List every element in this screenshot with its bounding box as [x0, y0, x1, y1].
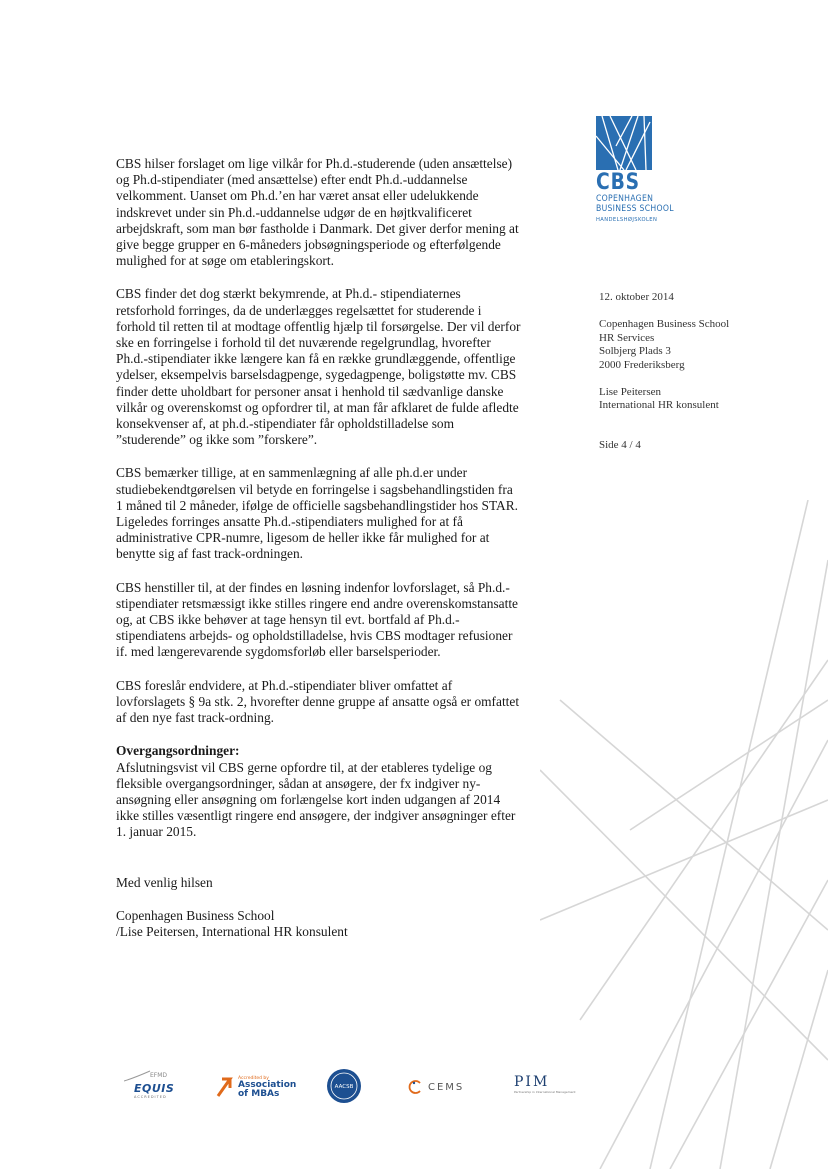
- text-line: CBS foreslår endvidere, at Ph.d.-stipendiater bliver omfattet af: [116, 677, 453, 693]
- paragraph: [116, 156, 566, 269]
- text-line: 1. januar 2015.: [116, 824, 197, 840]
- text-line: 1 måned til 2 måneder, ifølge de officielle sagsbehandlingstider hos STAR.: [116, 497, 518, 513]
- address-line: Solbjerg Plads 3: [599, 345, 671, 358]
- pim-sub-text: Partnership in International Management: [514, 1090, 576, 1094]
- text-line: fleksible overgangsordninger, sådan at ansøgere, der fx indgiver ny-: [116, 775, 481, 791]
- cems-text: CEMS: [428, 1081, 465, 1093]
- aacsb-seal-icon: [326, 1068, 362, 1104]
- paragraph: [116, 286, 566, 448]
- text-line: vilkår og overenskomst og opfordrer til, at man får afklaret de fulde afledte: [116, 399, 519, 415]
- closing-line: Med venlig hilsen: [116, 874, 213, 890]
- accreditation-logos: [110, 1062, 590, 1112]
- equis-sub-text: ACCREDITED: [134, 1095, 167, 1099]
- text-line: forhold til retten til at modtage offentlig hjælp til forsørgelse. Der vil derfor: [116, 318, 521, 334]
- text-line: velkomment. Uanset om Ph.d.’en har været ansat eller udelukkende: [116, 188, 479, 204]
- text-line: og Ph.d-stipendiater (med ansættelse) efter endt Ph.d.-uddannelse: [116, 172, 468, 188]
- text-line: stipendiatens arbejds- og opholdstilladelse, hvis CBS modtager refusioner: [116, 628, 513, 644]
- text-line: studiebekendtgørelsen vil betyde en forringelse i sagsbehandlingstiden fra: [116, 481, 513, 497]
- text-line: benytte sig af fast track-ordningen.: [116, 546, 304, 562]
- text-line: af den nye fast track-ordning.: [116, 710, 275, 726]
- logo-acronym: CBS: [596, 170, 641, 195]
- aacsb-logo: [326, 1068, 362, 1109]
- text-line: if. med længerevarende sygdomsforløb eller barselsperioder.: [116, 644, 441, 660]
- amba-line-1: Association: [238, 1080, 297, 1090]
- letter-date: 12. oktober 2014: [599, 291, 674, 303]
- text-line: konsekvenser af, at ph.d.-stipendiater får opholdstilladelse som: [116, 416, 455, 432]
- cbs-logo-mark-icon: [596, 116, 652, 170]
- equis-main-text: EQUIS: [134, 1082, 175, 1095]
- text-line: Ph.d.-stipendiater ikke længere kan få en række grundlæggende, offentlige: [116, 351, 516, 367]
- text-line: CBS henstiller til, at der findes en løsning indenfor lovforslaget, så Ph.d.-: [116, 579, 510, 595]
- text-line: CBS bemærker tillige, at en sammenlægning af alle ph.d.er under: [116, 465, 468, 481]
- paragraph: [116, 580, 566, 661]
- sender-address: [599, 318, 799, 372]
- contact-name: Lise Peitersen: [599, 386, 662, 399]
- aacsb-text: AACSB: [334, 1084, 354, 1090]
- text-line: give begge grupper en 6-måneders jobsøgningsperiode og efterfølgende: [116, 237, 501, 253]
- text-line: ansøgning eller ansøgning om forlængelse kort inden udgangen af 2014: [116, 791, 501, 807]
- equis-logo: [118, 1070, 188, 1099]
- logo-tagline: HANDELSHØJSKOLEN: [596, 217, 658, 223]
- amba-line-2: of MBAs: [238, 1089, 280, 1099]
- text-line: Ligeledes forringes ansatte Ph.d.-stipendiaters mulighed for at få: [116, 514, 463, 530]
- text-line: ikke stilles væsentligt ringere end ansøgere, der indgiver ansøgninger efter: [116, 808, 516, 824]
- amba-small-text: Accredited by: [238, 1076, 269, 1081]
- text-line: ”studerende” og ikke som ”forskere”.: [116, 432, 318, 448]
- address-line: 2000 Frederiksberg: [599, 358, 685, 371]
- text-line: arbejdskraft, som man bør fastholde i Danmark. Det giver derfor mening at: [116, 220, 519, 236]
- text-line: stipendiater retsmæssigt ikke stilles ringere end andre overenskomstansatte: [116, 595, 518, 611]
- text-line: CBS finder det dog stærkt bekymrende, at Ph.d.- stipendiaternes: [116, 286, 461, 302]
- address-line: Copenhagen Business School: [599, 318, 730, 331]
- letter-body: [116, 156, 566, 957]
- sender-sidebar: [599, 291, 799, 466]
- pim-logo: [514, 1074, 576, 1094]
- section-heading: Overgangsordninger:: [116, 743, 240, 759]
- logo-line-2: BUSINESS SCHOOL: [596, 204, 674, 214]
- text-line: mulighed for at søge om etableringskort.: [116, 253, 334, 269]
- text-line: ydelser, eksempelvis barselsdagpenge, sygedagpenge, boligstøtte mv. CBS: [116, 367, 517, 383]
- pim-text: PIM: [514, 1074, 550, 1090]
- address-line: HR Services: [599, 331, 655, 344]
- text-line: ske en forringelse i forhold til det nuværende regelgrundlag, hvorefter: [116, 335, 491, 351]
- logo-line-1: COPENHAGEN: [596, 194, 654, 204]
- signature-line: /Lise Peitersen, International HR konsulent: [116, 923, 348, 939]
- equis-swoosh-icon: [124, 1070, 152, 1082]
- text-line: finder dette uholdbart for personer ansat i henhold til sædvanlige danske: [116, 383, 504, 399]
- equis-top-text: EFMD: [150, 1072, 168, 1079]
- contact-title: International HR konsulent: [599, 399, 719, 412]
- text-line: Afslutningsvist vil CBS gerne opfordre til, at der etableres tydelige og: [116, 759, 492, 775]
- text-line: indskrevet under sin Ph.d.-uddannelse udgør de en højtkvalificeret: [116, 204, 472, 220]
- cbs-logo: [596, 116, 696, 224]
- paragraph: [116, 465, 566, 562]
- page-number-block: [599, 439, 799, 452]
- signature-line: Copenhagen Business School: [116, 907, 275, 923]
- signature: [116, 908, 566, 940]
- page-number: Side 4 / 4: [599, 438, 641, 451]
- closing: [116, 875, 566, 891]
- letter-date-block: [599, 291, 799, 304]
- amba-arrow-icon: [216, 1076, 234, 1098]
- contact-person: [599, 386, 799, 413]
- text-line: administrative CPR-numre, ligesom de heller ikke får mulighed for at: [116, 530, 490, 546]
- text-line: CBS hilser forslaget om lige vilkår for Ph.d.-studerende (uden ansættelse): [116, 156, 513, 171]
- text-line: lovforslagets § 9a stk. 2, hvorefter denne gruppe af ansatte også er omfattet: [116, 693, 520, 709]
- paragraph: [116, 678, 566, 727]
- text-line: retsforhold forringes, da de underlægges regelsættet for studerende i: [116, 302, 482, 318]
- transition-section: [116, 743, 566, 840]
- text-line: og, at CBS ikke behøver at tage hensyn til evt. bortfald af Ph.d.-: [116, 612, 460, 628]
- cems-logo: [408, 1078, 464, 1096]
- cems-symbol-icon: [408, 1080, 424, 1094]
